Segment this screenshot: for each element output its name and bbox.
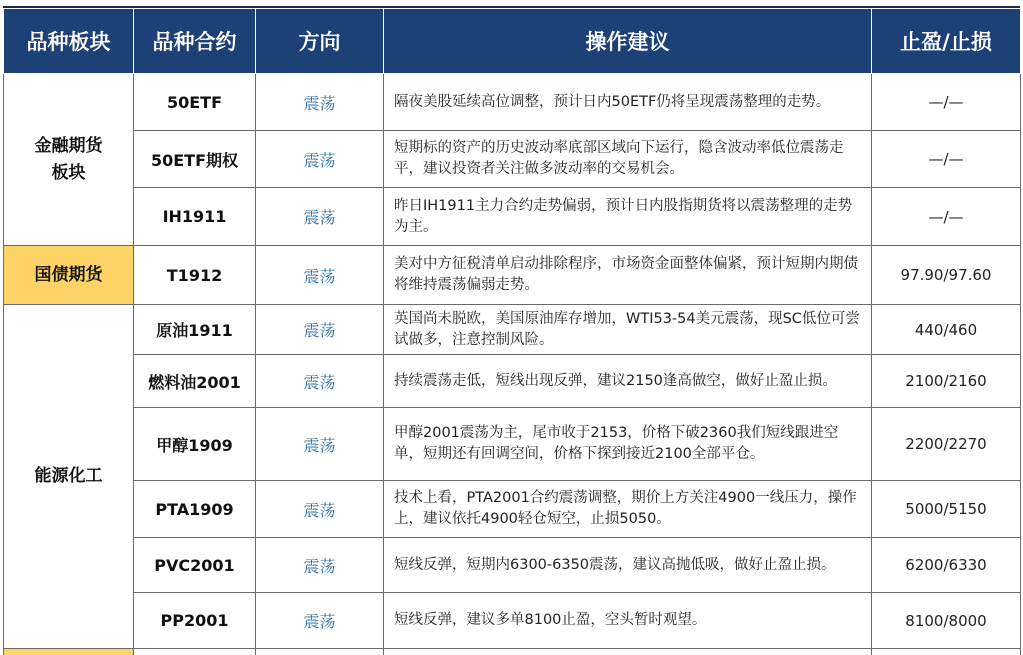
contract-cell: T1912	[134, 246, 256, 305]
sector-energy: 能源化工	[4, 305, 134, 649]
advice-cell: 甲醇2001震荡为主，尾市收于2153，价格下破2360我们短线跟进空单，短期还有回调空间，价格下探到接近2100全部平仓。	[384, 408, 872, 481]
sector-bond: 国债期货	[4, 246, 134, 305]
direction-cell: 震荡	[256, 408, 384, 481]
direction-cell: 震荡	[256, 188, 384, 246]
table-row-partial	[4, 649, 1021, 655]
advice-cell: 短期标的资产的历史波动率底部区域向下运行，隐含波动率低位震荡走平，建议投资者关注做多波动率的交易机会。	[384, 131, 872, 188]
contract-cell: PVC2001	[134, 538, 256, 593]
direction-cell: 震荡	[256, 593, 384, 649]
advice-cell: 持续震荡走低，短线出现反弹，建议2150逢高做空，做好止盈止损。	[384, 355, 872, 408]
advice-cell: 美对中方征税清单启动排除程序，市场资金面整体偏紧，预计短期内期债将维持震荡偏弱走势。	[384, 246, 872, 305]
table-row	[4, 481, 1021, 538]
stop-cell: 440/460	[872, 305, 1021, 355]
partial-cell	[134, 649, 256, 655]
header-row	[4, 9, 1021, 74]
direction-cell: 震荡	[256, 481, 384, 538]
direction-cell: 震荡	[256, 74, 384, 131]
partial-cell	[384, 649, 872, 655]
partial-cell	[4, 649, 134, 655]
contract-cell: 原油1911	[134, 305, 256, 355]
stop-cell: 97.90/97.60	[872, 246, 1021, 305]
stop-cell: 6200/6330	[872, 538, 1021, 593]
table-row	[4, 538, 1021, 593]
direction-cell: 震荡	[256, 131, 384, 188]
table-row	[4, 305, 1021, 355]
contract-cell: 50ETF	[134, 74, 256, 131]
table-row	[4, 188, 1021, 246]
advice-cell: 昨日IH1911主力合约走势偏弱，预计日内股指期货将以震荡整理的走势为主。	[384, 188, 872, 246]
contract-cell: 燃料油2001	[134, 355, 256, 408]
header-contract: 品种合约	[134, 9, 256, 74]
sector-financial: 金融期货 板块	[4, 74, 134, 246]
direction-cell: 震荡	[256, 538, 384, 593]
header-direction: 方向	[256, 9, 384, 74]
table-row	[4, 74, 1021, 131]
advice-cell: 技术上看，PTA2001合约震荡调整，期价上方关注4900一线压力，操作上，建议依托4900轻仓短空，止损5050。	[384, 481, 872, 538]
direction-cell: 震荡	[256, 355, 384, 408]
header-stop: 止盈/止损	[872, 9, 1021, 74]
direction-cell: 震荡	[256, 305, 384, 355]
stop-cell: 2100/2160	[872, 355, 1021, 408]
top-border	[0, 0, 1023, 8]
strategy-table	[3, 8, 1021, 655]
partial-cell	[872, 649, 1021, 655]
advice-cell: 英国尚未脱欧，美国原油库存增加，WTI53-54美元震荡，现SC低位可尝试做多，注意控制风险。	[384, 305, 872, 355]
contract-cell: IH1911	[134, 188, 256, 246]
advice-cell: 隔夜美股延续高位调整，预计日内50ETF仍将呈现震荡整理的走势。	[384, 74, 872, 131]
table-row	[4, 593, 1021, 649]
contract-cell: PP2001	[134, 593, 256, 649]
table-row	[4, 355, 1021, 408]
stop-cell: —/—	[872, 74, 1021, 131]
advice-cell: 短线反弹，短期内6300-6350震荡，建议高抛低吸，做好止盈止损。	[384, 538, 872, 593]
stop-cell: —/—	[872, 188, 1021, 246]
partial-cell	[256, 649, 384, 655]
table-row	[4, 131, 1021, 188]
header-sector: 品种板块	[4, 9, 134, 74]
direction-cell: 震荡	[256, 246, 384, 305]
stop-cell: 8100/8000	[872, 593, 1021, 649]
contract-cell: 甲醇1909	[134, 408, 256, 481]
contract-cell: PTA1909	[134, 481, 256, 538]
contract-cell: 50ETF期权	[134, 131, 256, 188]
stop-cell: —/—	[872, 131, 1021, 188]
table-row	[4, 408, 1021, 481]
stop-cell: 2200/2270	[872, 408, 1021, 481]
table-row	[4, 246, 1021, 305]
stop-cell: 5000/5150	[872, 481, 1021, 538]
header-advice: 操作建议	[384, 9, 872, 74]
advice-cell: 短线反弹，建议多单8100止盈，空头暂时观望。	[384, 593, 872, 649]
